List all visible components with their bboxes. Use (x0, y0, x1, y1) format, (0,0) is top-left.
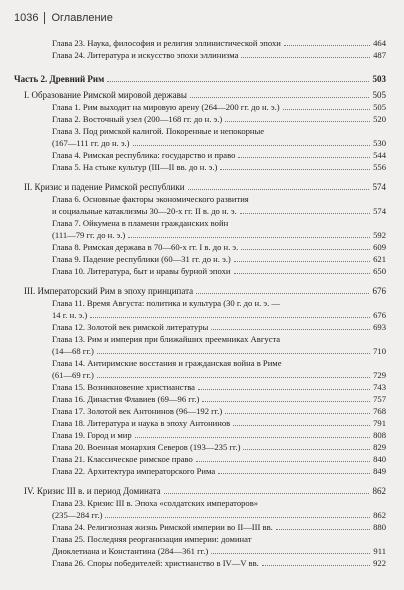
toc-entry-title: (14—68 гг.) (52, 346, 94, 356)
toc-entry-title: Глава 16. Династия Флавиев (69—96 гг.) (52, 394, 200, 404)
leader-dots (284, 44, 370, 46)
leader-dots (234, 272, 370, 274)
toc-entry-page: 862 (373, 510, 386, 520)
toc-entry-title: Глава 8. Римская держава в 70—60-х гг. I в. до н. э. (52, 242, 239, 252)
toc-entry-title: Глава 23. Кризис III в. Эпоха «солдатских императоров» (52, 498, 259, 508)
toc-entry-page: 840 (373, 454, 386, 464)
toc-entry-page: 676 (373, 310, 386, 320)
leader-dots (233, 424, 370, 426)
toc-entry-title: и социальные катаклизмы 30—20-х гг. II в. до н. э. (52, 206, 237, 216)
toc-entry-title: (61—69 гг.) (52, 370, 94, 380)
toc-entry-page: 487 (373, 50, 386, 60)
toc-entry-title: IV. Кризис III в. и период Домината (24, 486, 161, 496)
toc-entry-title: Глава 9. Падение республики (60—31 гг. до н. э.) (52, 254, 231, 264)
toc-entry-title: Глава 26. Споры победителей: христианство в IV—V вв. (52, 558, 259, 568)
leader-dots (133, 144, 370, 146)
toc-entry-page: 922 (373, 558, 386, 568)
toc-entry-title: Глава 23. Наука, философия и религия эллинистической эпохи (52, 38, 281, 48)
leader-dots (198, 388, 370, 390)
leader-dots (90, 316, 370, 318)
leader-dots (196, 292, 369, 294)
toc-entry-title: Глава 15. Возникновение христианства (52, 382, 196, 392)
toc-entry-page: 520 (373, 114, 386, 124)
toc-entry-page: 505 (373, 102, 386, 112)
leader-dots (241, 56, 370, 58)
toc-entry-title: Глава 3. Под римской калигой. Покоренные и непокорные (52, 126, 265, 136)
leader-dots (190, 96, 369, 98)
toc-entry-title: 14 г. н. э.) (52, 310, 88, 320)
toc-entry-page: 757 (373, 394, 386, 404)
toc-entry-page: 849 (373, 466, 386, 476)
toc-entry-page: 621 (373, 254, 386, 264)
toc-entry-title: Глава 10. Литература, быт и нравы бурной эпохи (52, 266, 231, 276)
toc-entry-title: Часть 2. Древний Рим (14, 74, 105, 84)
leader-dots (276, 528, 370, 530)
toc-entry-title: Глава 19. Город и мир (52, 430, 132, 440)
leader-dots (164, 492, 369, 494)
toc-entry-title: Глава 25. Последняя реорганизация империи: доминат (52, 534, 252, 544)
leader-dots (262, 564, 370, 566)
leader-dots (128, 236, 370, 238)
toc-entry-title: Глава 24. Литература и искусство эпохи эллинизма (52, 50, 239, 60)
toc-entry-title: Глава 22. Архитектура императорского Рима (52, 466, 216, 476)
toc-entry-page: 530 (373, 138, 386, 148)
toc-entry-page: 676 (372, 286, 386, 296)
toc-entry-page: 650 (373, 266, 386, 276)
leader-dots (105, 516, 370, 518)
toc-entry-page: 574 (372, 182, 386, 192)
toc-entry-page: 693 (373, 322, 386, 332)
leader-dots (240, 212, 370, 214)
toc-entry-page: 829 (373, 442, 386, 452)
toc-entry-title: Глава 17. Золотой век Антонинов (96—192 гг.) (52, 406, 223, 416)
toc-entry-page: 544 (373, 150, 386, 160)
toc-entry-page: 464 (373, 38, 386, 48)
toc-entry-title: Глава 11. Время Августа: политика и культура (30 г. до н. э. — (52, 298, 280, 308)
toc-entry-page: 729 (373, 370, 386, 380)
toc-entry-title: Диоклетиана и Константина (284—361 гг.) (52, 546, 209, 556)
toc-entry-title: Глава 4. Римская республика: государство и право (52, 150, 236, 160)
toc-entry-page: 880 (373, 522, 386, 532)
toc-entry-page: 862 (372, 486, 386, 496)
toc-entry-page: 791 (373, 418, 386, 428)
toc-entry-title: III. Императорский Рим в эпоху принципата (24, 286, 194, 296)
toc-entry-page: 743 (373, 382, 386, 392)
toc-entry-page: 808 (373, 430, 386, 440)
leader-dots (225, 412, 370, 414)
leader-dots (241, 248, 370, 250)
leader-dots (234, 260, 370, 262)
toc-entry-page: 592 (373, 230, 386, 240)
toc-entry-title: Глава 5. На стыке культур (III—II вв. до н. э.) (52, 162, 218, 172)
toc-entry-page: 710 (373, 346, 386, 356)
toc-entry-title: Глава 12. Золотой век римской литературы (52, 322, 209, 332)
toc-entry-title: I. Образование Римской мировой державы (24, 90, 187, 100)
toc-entry-title: Глава 24. Религиозная жизнь Римской империи во II—III вв. (52, 522, 273, 532)
toc-entry-title: Глава 20. Военная монархия Северов (193—235 гг.) (52, 442, 241, 452)
page-number: 1036 (14, 12, 39, 24)
toc-entry-page: 505 (372, 90, 386, 100)
leader-dots (238, 156, 370, 158)
leader-dots (97, 352, 370, 354)
toc-entry-title: Глава 18. Литература и наука в эпоху Антонинов (52, 418, 231, 428)
toc-entry-title: (235—284 гг.) (52, 510, 103, 520)
toc-entry-title: Глава 13. Рим и империя при ближайших преемниках Августа (52, 334, 281, 344)
leader-dots (225, 120, 370, 122)
leader-dots (188, 188, 369, 190)
toc-entry-title: II. Кризис и падение Римской республики (24, 182, 185, 192)
toc-entry-page: 556 (373, 162, 386, 172)
leader-dots (196, 460, 370, 462)
toc-entry-title: Глава 1. Рим выходит на мировую арену (264—200 гг. до н. э.) (52, 102, 280, 112)
leader-dots (211, 328, 370, 330)
leader-dots (135, 436, 370, 438)
toc-entry-title: Глава 14. Антиримские восстания и гражданская война в Риме (52, 358, 282, 368)
toc-entry-title: (167—111 гг. до н. э.) (52, 138, 130, 148)
leader-dots (283, 108, 370, 110)
header-title: Оглавление (51, 12, 113, 24)
toc-entry-title: Глава 2. Восточный узел (200—168 гг. до н. э.) (52, 114, 223, 124)
toc-entry-page: 768 (373, 406, 386, 416)
leader-dots (107, 80, 369, 82)
leader-dots (243, 448, 370, 450)
toc-entry-page: 911 (373, 546, 386, 556)
leader-dots (211, 552, 370, 554)
toc-entry-title: Глава 6. Основные факторы экономического развития (52, 194, 249, 204)
toc-entry-title: Глава 21. Классическое римское право (52, 454, 193, 464)
toc-entry-title: Глава 7. Ойкумена в пламени гражданских войн (52, 218, 229, 228)
leader-dots (97, 376, 370, 378)
leader-dots (218, 472, 370, 474)
toc-entry-title: (111—79 гг. до н. э.) (52, 230, 126, 240)
toc-entry-page: 574 (373, 206, 386, 216)
leader-dots (202, 400, 370, 402)
toc-entry-page: 503 (372, 74, 386, 84)
toc-entry-page: 609 (373, 242, 386, 252)
leader-dots (220, 168, 370, 170)
